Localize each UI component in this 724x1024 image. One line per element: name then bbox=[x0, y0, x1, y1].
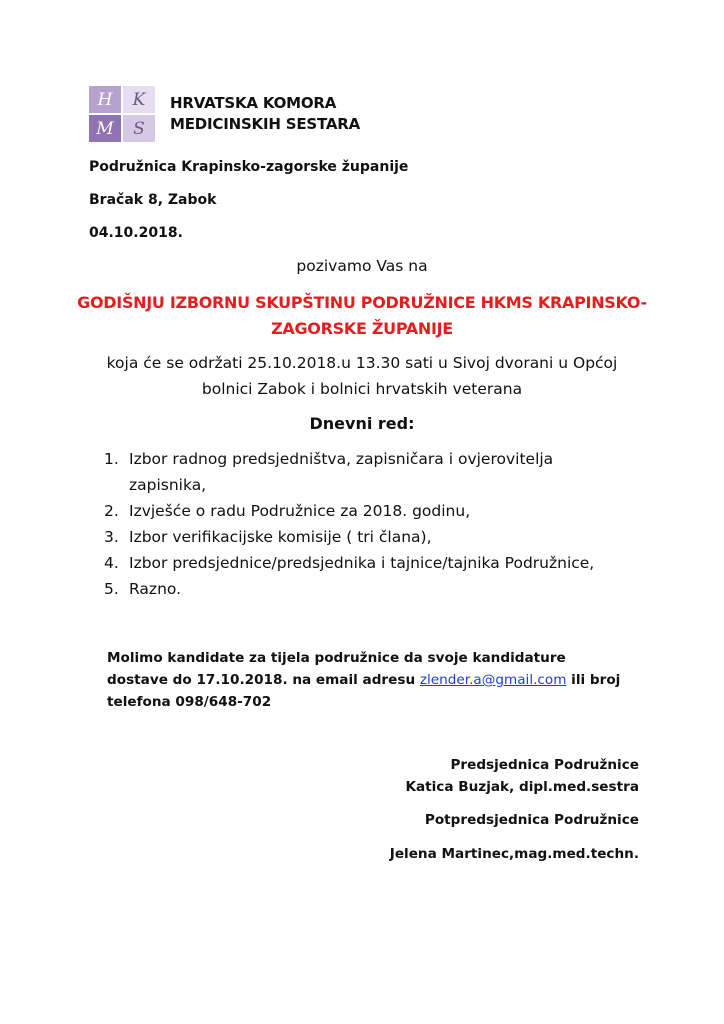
agenda-list bbox=[104, 446, 624, 602]
organization-name bbox=[170, 93, 360, 135]
assembly-title-line2: ZAGORSKE ŽUPANIJE bbox=[271, 319, 453, 338]
branch-address: Bračak 8, Zabok bbox=[89, 192, 217, 208]
agenda-item bbox=[104, 498, 624, 524]
candidacy-notice bbox=[107, 647, 627, 713]
agenda-item bbox=[104, 446, 624, 498]
agenda-item-text: Izvješće o radu Podružnice za 2018. godinu, bbox=[129, 502, 471, 520]
agenda-item bbox=[104, 576, 624, 602]
invitation-intro: pozivamo Vas na bbox=[296, 257, 428, 275]
agenda-item-text: Izbor radnog predsjedništva, zapisničara i ovjerovitelja zapisnika, bbox=[129, 450, 554, 494]
logo-letter-k: K bbox=[123, 86, 155, 113]
notice-text-before: Molimo kandidate za tijela podružnice da svoje kandidature dostave do 17.10.2018. na email adresu bbox=[107, 650, 566, 688]
vice-president-title: Potpredsjednica Podružnice bbox=[424, 812, 639, 828]
meeting-description-line2: bolnici Zabok i bolnici hrvatskih veterana bbox=[201, 380, 523, 398]
agenda-item-text: Izbor predsjednice/predsjednika i tajnice/tajnika Podružnice, bbox=[129, 554, 595, 572]
agenda-item-number: 3. bbox=[104, 528, 119, 546]
notice-text-after: ili broj telefona 098/648-702 bbox=[107, 672, 621, 710]
logo-letter-h: H bbox=[89, 86, 121, 113]
agenda-item-number: 1. bbox=[104, 450, 119, 468]
org-name-line2: MEDICINSKIH SESTARA bbox=[170, 115, 361, 133]
org-name-line1: HRVATSKA KOMORA bbox=[170, 94, 337, 112]
agenda-item-number: 4. bbox=[104, 554, 119, 572]
agenda-item-text: Izbor verifikacijske komisije ( tri člana), bbox=[129, 528, 432, 546]
agenda-item bbox=[104, 550, 624, 576]
assembly-title bbox=[0, 290, 724, 342]
document-date: 04.10.2018. bbox=[89, 225, 183, 241]
contact-email-link[interactable]: zlender.a@gmail.com bbox=[419, 672, 567, 688]
agenda-item-number: 2. bbox=[104, 502, 119, 520]
hkms-logo bbox=[89, 86, 155, 142]
president-title: Predsjednica Podružnice bbox=[450, 757, 639, 773]
vice-president-name: Jelena Martinec,mag.med.techn. bbox=[389, 846, 639, 862]
meeting-description-line1: koja će se održati 25.10.2018.u 13.30 sati u Sivoj dvorani u Općoj bbox=[106, 354, 618, 372]
agenda-item-text: Razno. bbox=[129, 580, 182, 598]
assembly-title-line1: GODIŠNJU IZBORNU SKUPŠTINU PODRUŽNICE HKMS KRAPINSKO- bbox=[77, 293, 647, 312]
meeting-description bbox=[0, 350, 724, 402]
agenda-item bbox=[104, 524, 624, 550]
agenda-item-number: 5. bbox=[104, 580, 119, 598]
agenda-title: Dnevni red: bbox=[309, 414, 415, 433]
branch-name: Podružnica Krapinsko-zagorske županije bbox=[89, 159, 409, 175]
logo-letter-m: M bbox=[89, 115, 121, 142]
president-name: Katica Buzjak, dipl.med.sestra bbox=[405, 779, 639, 795]
logo-letter-s: S bbox=[123, 115, 155, 142]
